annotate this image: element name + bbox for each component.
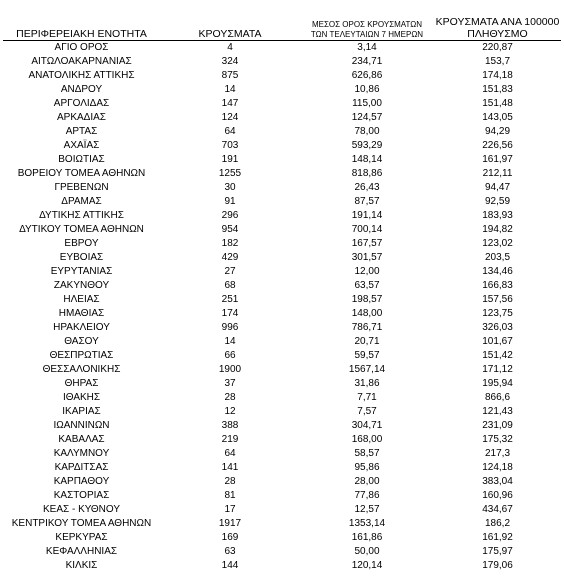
cell-avg7: 59,57	[354, 349, 380, 361]
cell-cases: 4	[227, 41, 233, 53]
cell-avg7: 10,86	[354, 83, 380, 95]
table-row	[3, 335, 561, 349]
cell-cases: 1917	[218, 517, 242, 529]
cell-per100k: 151,48	[482, 97, 513, 109]
cell-cases: 219	[221, 433, 239, 445]
cell-cases: 14	[224, 83, 236, 95]
table-row	[3, 55, 561, 69]
cell-avg7: 198,57	[351, 293, 383, 305]
cell-region: ΚΑΡΔΙΤΣΑΣ	[54, 461, 109, 473]
cell-avg7: 191,14	[351, 209, 383, 221]
cell-avg7: 818,86	[351, 167, 383, 179]
cell-region: ΘΑΣΟΥ	[64, 335, 99, 347]
cell-region: ΑΧΑΪΑΣ	[63, 139, 100, 151]
cell-region: ΚΑΛΥΜΝΟΥ	[53, 447, 110, 459]
cell-avg7: 7,57	[357, 405, 377, 417]
cell-region: ΕΒΡΟΥ	[64, 237, 99, 249]
cell-region: ΓΡΕΒΕΝΩΝ	[54, 181, 109, 193]
cell-per100k: 94,29	[484, 125, 511, 137]
cell-region: ΕΥΒΟΙΑΣ	[59, 251, 104, 263]
table-row	[3, 461, 561, 475]
cell-avg7: 31,86	[354, 377, 380, 389]
cell-cases: 703	[221, 139, 239, 151]
cell-avg7: 20,71	[354, 335, 380, 347]
cell-cases: 388	[221, 419, 239, 431]
cell-per100k: 151,83	[482, 83, 513, 95]
cell-avg7: 58,57	[354, 447, 380, 459]
cell-cases: 30	[224, 181, 236, 193]
table-row	[3, 391, 561, 405]
cell-region: ΙΘΑΚΗΣ	[62, 391, 101, 403]
cell-cases: 63	[224, 545, 236, 557]
cell-per100k: 160,96	[482, 489, 513, 501]
cases-table	[3, 12, 561, 573]
table-row	[3, 209, 561, 223]
cell-region: ΒΟΙΩΤΙΑΣ	[58, 153, 105, 165]
table-row	[3, 111, 561, 125]
cell-per100k: 174,18	[482, 69, 513, 81]
cell-region: ΑΡΓΟΛΙΔΑΣ	[53, 97, 110, 109]
cell-cases: 28	[224, 475, 236, 487]
cell-cases: 182	[221, 237, 239, 249]
cell-region: ΔΥΤΙΚΗΣ ΑΤΤΙΚΗΣ	[39, 209, 124, 221]
cell-region: ΑΝΔΡΟΥ	[60, 83, 103, 95]
cell-per100k: 121,43	[482, 405, 513, 417]
cell-avg7: 301,57	[351, 251, 383, 263]
table-body	[3, 40, 561, 573]
cell-per100k: 123,75	[482, 307, 513, 319]
table-row	[3, 40, 561, 55]
cell-region: ΑΙΤΩΛΟΑΚΑΡΝΑΝΙΑΣ	[31, 55, 132, 67]
cell-region: ΘΕΣΣΑΛΟΝΙΚΗΣ	[42, 363, 121, 375]
cell-region: ΗΜΑΘΙΑΣ	[58, 307, 105, 319]
cell-per100k: 434,67	[482, 503, 513, 515]
table-row	[3, 223, 561, 237]
cell-per100k: 161,92	[482, 531, 513, 543]
cell-region: ΗΛΕΙΑΣ	[63, 293, 100, 305]
cell-region: ΗΡΑΚΛΕΙΟΥ	[53, 321, 110, 333]
cell-cases: 996	[221, 321, 239, 333]
cell-region: ΚΑΣΤΟΡΙΑΣ	[53, 489, 110, 501]
cell-region: ΚΑΡΠΑΘΟΥ	[53, 475, 110, 487]
cell-region: ΘΗΡΑΣ	[64, 377, 99, 389]
table-row	[3, 265, 561, 279]
cell-avg7: 167,57	[351, 237, 383, 249]
cell-avg7: 148,00	[351, 307, 383, 319]
cell-per100k: 186,2	[484, 517, 511, 529]
table-row	[3, 545, 561, 559]
cell-cases: 1255	[218, 167, 242, 179]
cell-per100k: 220,87	[482, 41, 513, 53]
cell-cases: 14	[224, 335, 236, 347]
cell-cases: 191	[221, 153, 239, 165]
table-row	[3, 433, 561, 447]
cell-avg7: 95,86	[354, 461, 380, 473]
table-row	[3, 195, 561, 209]
table-row	[3, 237, 561, 251]
table-header-row	[3, 12, 561, 40]
cell-cases: 27	[224, 265, 236, 277]
cell-avg7: 304,71	[351, 419, 383, 431]
cell-avg7: 87,57	[354, 195, 380, 207]
cell-cases: 296	[221, 209, 239, 221]
cell-cases: 81	[224, 489, 236, 501]
cell-cases: 64	[224, 447, 236, 459]
cell-cases: 429	[221, 251, 239, 263]
table-row	[3, 251, 561, 265]
table-row	[3, 531, 561, 545]
cell-per100k: 195,94	[482, 377, 513, 389]
cell-region: ΑΡΚΑΔΙΑΣ	[57, 111, 106, 123]
cell-per100k: 175,97	[482, 545, 513, 557]
cell-per100k: 123,02	[482, 237, 513, 249]
cell-cases: 141	[221, 461, 239, 473]
cell-per100k: 151,42	[482, 349, 513, 361]
cell-avg7: 12,00	[354, 265, 380, 277]
table-row	[3, 293, 561, 307]
cell-region: ΚΑΒΑΛΑΣ	[58, 433, 105, 445]
cell-avg7: 28,00	[354, 475, 380, 487]
cell-cases: 324	[221, 55, 239, 67]
table-row	[3, 181, 561, 195]
cell-region: ΘΕΣΠΡΩΤΙΑΣ	[49, 349, 114, 361]
cell-per100k: 383,04	[482, 475, 513, 487]
cell-cases: 17	[224, 503, 236, 515]
cell-avg7: 161,86	[351, 531, 383, 543]
cell-avg7: 63,57	[354, 279, 380, 291]
cell-cases: 91	[224, 195, 236, 207]
cell-avg7: 786,71	[351, 321, 383, 333]
cell-avg7: 626,86	[351, 69, 383, 81]
cell-avg7: 700,14	[351, 223, 383, 235]
cell-cases: 37	[224, 377, 236, 389]
cell-cases: 1900	[218, 363, 242, 375]
cell-avg7: 7,71	[357, 391, 377, 403]
table-row	[3, 153, 561, 167]
cell-avg7: 120,14	[351, 559, 383, 571]
cell-avg7: 26,43	[354, 181, 380, 193]
cell-region: ΑΝΑΤΟΛΙΚΗΣ ΑΤΤΙΚΗΣ	[28, 69, 135, 81]
cell-region: ΙΩΑΝΝΙΝΩΝ	[53, 419, 110, 431]
cell-per100k: 231,09	[482, 419, 513, 431]
header-per100k-line1: ΚΡΟΥΣΜΑΤΑ ΑΝΑ 100000	[435, 15, 560, 28]
cell-cases: 144	[221, 559, 239, 571]
header-region: ΠΕΡΙΦΕΡΕΙΑΚΗ ΕΝΟΤΗΤΑ	[3, 12, 160, 40]
table-row	[3, 167, 561, 181]
table-row	[3, 419, 561, 433]
cell-avg7: 78,00	[354, 125, 380, 137]
cell-cases: 68	[224, 279, 236, 291]
cell-avg7: 593,29	[351, 139, 383, 151]
cell-avg7: 1353,14	[348, 517, 386, 529]
cell-region: ΚΕΦΑΛΛΗΝΙΑΣ	[45, 545, 118, 557]
table-row	[3, 447, 561, 461]
table-row	[3, 69, 561, 83]
table-row	[3, 83, 561, 97]
cell-cases: 66	[224, 349, 236, 361]
cell-region: ΖΑΚΥΝΘΟΥ	[53, 279, 110, 291]
table-row	[3, 125, 561, 139]
header-avg7-line2: ΤΩΝ ΤΕΛΕΥΤΑΙΩΝ 7 ΗΜΕΡΩΝ	[310, 29, 424, 39]
cell-per100k: 124,18	[482, 461, 513, 473]
cell-per100k: 212,11	[482, 167, 513, 179]
cell-region: ΑΡΤΑΣ	[65, 125, 98, 137]
table-row	[3, 489, 561, 503]
cell-per100k: 326,03	[482, 321, 513, 333]
cell-cases: 147	[221, 97, 239, 109]
table-row	[3, 377, 561, 391]
cell-per100k: 94,47	[484, 181, 511, 193]
cell-per100k: 157,56	[482, 293, 513, 305]
header-per100k	[434, 12, 561, 40]
cell-region: ΚΙΛΚΙΣ	[65, 559, 98, 571]
table-row	[3, 321, 561, 335]
cell-per100k: 194,82	[482, 223, 513, 235]
cell-per100k: 866,6	[484, 391, 511, 403]
cell-region: ΕΥΡΥΤΑΝΙΑΣ	[50, 265, 113, 277]
cell-cases: 251	[221, 293, 239, 305]
cell-region: ΙΚΑΡΙΑΣ	[62, 405, 101, 417]
cell-per100k: 153,7	[484, 55, 511, 67]
table-row	[3, 405, 561, 419]
cell-per100k: 183,93	[482, 209, 513, 221]
header-avg7-line1: ΜΕΣΟΣ ΟΡΟΣ ΚΡΟΥΣΜΑΤΩΝ	[311, 19, 423, 29]
cell-region: ΚΕΡΚΥΡΑΣ	[55, 531, 108, 543]
table-row	[3, 517, 561, 531]
cell-avg7: 168,00	[351, 433, 383, 445]
table-row	[3, 139, 561, 153]
cell-region: ΔΡΑΜΑΣ	[61, 195, 102, 207]
cell-per100k: 101,67	[482, 335, 513, 347]
cell-cases: 174	[221, 307, 239, 319]
cell-cases: 169	[221, 531, 239, 543]
cell-avg7: 1567,14	[348, 363, 386, 375]
table-row	[3, 559, 561, 573]
cell-region: ΚΕΑΣ - ΚΥΘΝΟΥ	[43, 503, 120, 515]
cell-per100k: 92,59	[484, 195, 511, 207]
cell-cases: 875	[221, 69, 239, 81]
cell-avg7: 234,71	[351, 55, 383, 67]
cell-avg7: 12,57	[354, 503, 380, 515]
cell-region: ΔΥΤΙΚΟΥ ΤΟΜΕΑ ΑΘΗΝΩΝ	[19, 223, 144, 235]
table-row	[3, 349, 561, 363]
table-row	[3, 279, 561, 293]
cell-region: ΒΟΡΕΙΟΥ ΤΟΜΕΑ ΑΘΗΝΩΝ	[17, 167, 146, 179]
table-row	[3, 97, 561, 111]
cell-cases: 28	[224, 391, 236, 403]
header-avg7	[300, 12, 434, 40]
cell-per100k: 203,5	[484, 251, 511, 263]
table-row	[3, 475, 561, 489]
cell-cases: 124	[221, 111, 239, 123]
cell-cases: 12	[224, 405, 236, 417]
cell-cases: 954	[221, 223, 239, 235]
cell-per100k: 226,56	[482, 139, 513, 151]
cell-per100k: 134,46	[482, 265, 513, 277]
cell-avg7: 50,00	[354, 545, 380, 557]
header-per100k-line2: ΠΛΗΘΥΣΜΟ	[467, 27, 528, 40]
table-row	[3, 363, 561, 377]
cell-avg7: 124,57	[351, 111, 383, 123]
cell-per100k: 171,12	[482, 363, 513, 375]
cell-per100k: 161,97	[482, 153, 513, 165]
cell-per100k: 166,83	[482, 279, 513, 291]
table-row	[3, 503, 561, 517]
cell-avg7: 3,14	[357, 41, 377, 53]
cell-avg7: 77,86	[354, 489, 380, 501]
table-row	[3, 307, 561, 321]
cell-per100k: 175,32	[482, 433, 513, 445]
cell-region: ΑΓΙΟ ΟΡΟΣ	[54, 41, 109, 53]
cell-cases: 64	[224, 125, 236, 137]
cell-per100k: 143,05	[482, 111, 513, 123]
cell-avg7: 115,00	[352, 97, 382, 109]
header-cases: ΚΡΟΥΣΜΑΤΑ	[160, 12, 300, 40]
cell-per100k: 217,3	[484, 447, 511, 459]
cell-per100k: 179,06	[482, 559, 513, 571]
cell-region: ΚΕΝΤΡΙΚΟΥ ΤΟΜΕΑ ΑΘΗΝΩΝ	[11, 517, 152, 529]
cell-avg7: 148,14	[351, 153, 383, 165]
